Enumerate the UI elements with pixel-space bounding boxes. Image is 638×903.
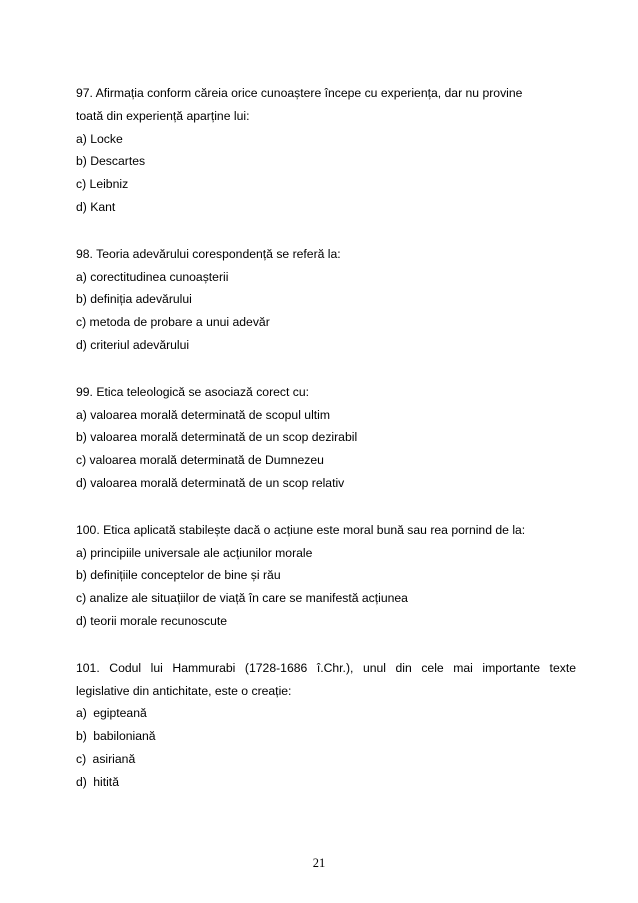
question-text-line: 98. Teoria adevărului corespondență se referă la: <box>76 246 341 261</box>
answer-option: b) valoarea morală determinată de un scop dezirabil <box>76 430 358 445</box>
answer-option: c) Leibniz <box>76 177 129 192</box>
question-97 <box>76 82 576 219</box>
question-text-line: toată din experiență aparține lui: <box>76 108 250 123</box>
question-text-line: 97. Afirmația conform căreia orice cunoaștere începe cu experiența, dar nu provine <box>76 86 523 100</box>
answer-option: d) criteriul adevărului <box>76 337 190 352</box>
answer-option: a) Locke <box>76 131 123 146</box>
answer-option: c) metoda de probare a unui adevăr <box>76 315 270 330</box>
question-100 <box>76 519 576 633</box>
answer-option: c) valoarea morală determinată de Dumnezeu <box>76 453 324 468</box>
answer-option: b) Descartes <box>76 154 146 169</box>
page-number: 21 <box>312 856 326 870</box>
question-text-line: legislative din antichitate, este o creație: <box>76 683 292 698</box>
question-text-line: 99. Etica teleologică se asociază corect cu: <box>76 384 310 399</box>
page-content <box>76 82 576 818</box>
answer-option: c) asiriană <box>76 751 136 766</box>
answer-option: a) valoarea morală determinată de scopul ultim <box>76 407 331 422</box>
answer-option: d) teorii morale recunoscute <box>76 613 228 628</box>
answer-option: b) babiloniană <box>76 729 156 744</box>
question-98 <box>76 243 576 357</box>
answer-option: b) definiția adevărului <box>76 292 192 307</box>
question-text-line: 100. Etica aplicată stabilește dacă o acțiune este moral bună sau rea pornind de la: <box>76 522 526 537</box>
answer-option: a) principiile universale ale acțiunilor morale <box>76 545 313 560</box>
question-101 <box>76 657 576 794</box>
question-text-line: 101. Codul lui Hammurabi (1728-1686 î.Chr.), unul din cele mai importante texte <box>76 660 576 675</box>
answer-option: d) hitită <box>76 774 119 789</box>
answer-option: c) analize ale situațiilor de viață în care se manifestă acțiunea <box>76 591 408 606</box>
question-99 <box>76 381 576 495</box>
answer-option: d) valoarea morală determinată de un scop relativ <box>76 475 345 490</box>
answer-option: b) definițiile conceptelor de bine și rău <box>76 568 281 583</box>
answer-option: a) corectitudinea cunoașterii <box>76 269 229 284</box>
answer-option: a) egipteană <box>76 706 147 721</box>
answer-option: d) Kant <box>76 199 116 214</box>
